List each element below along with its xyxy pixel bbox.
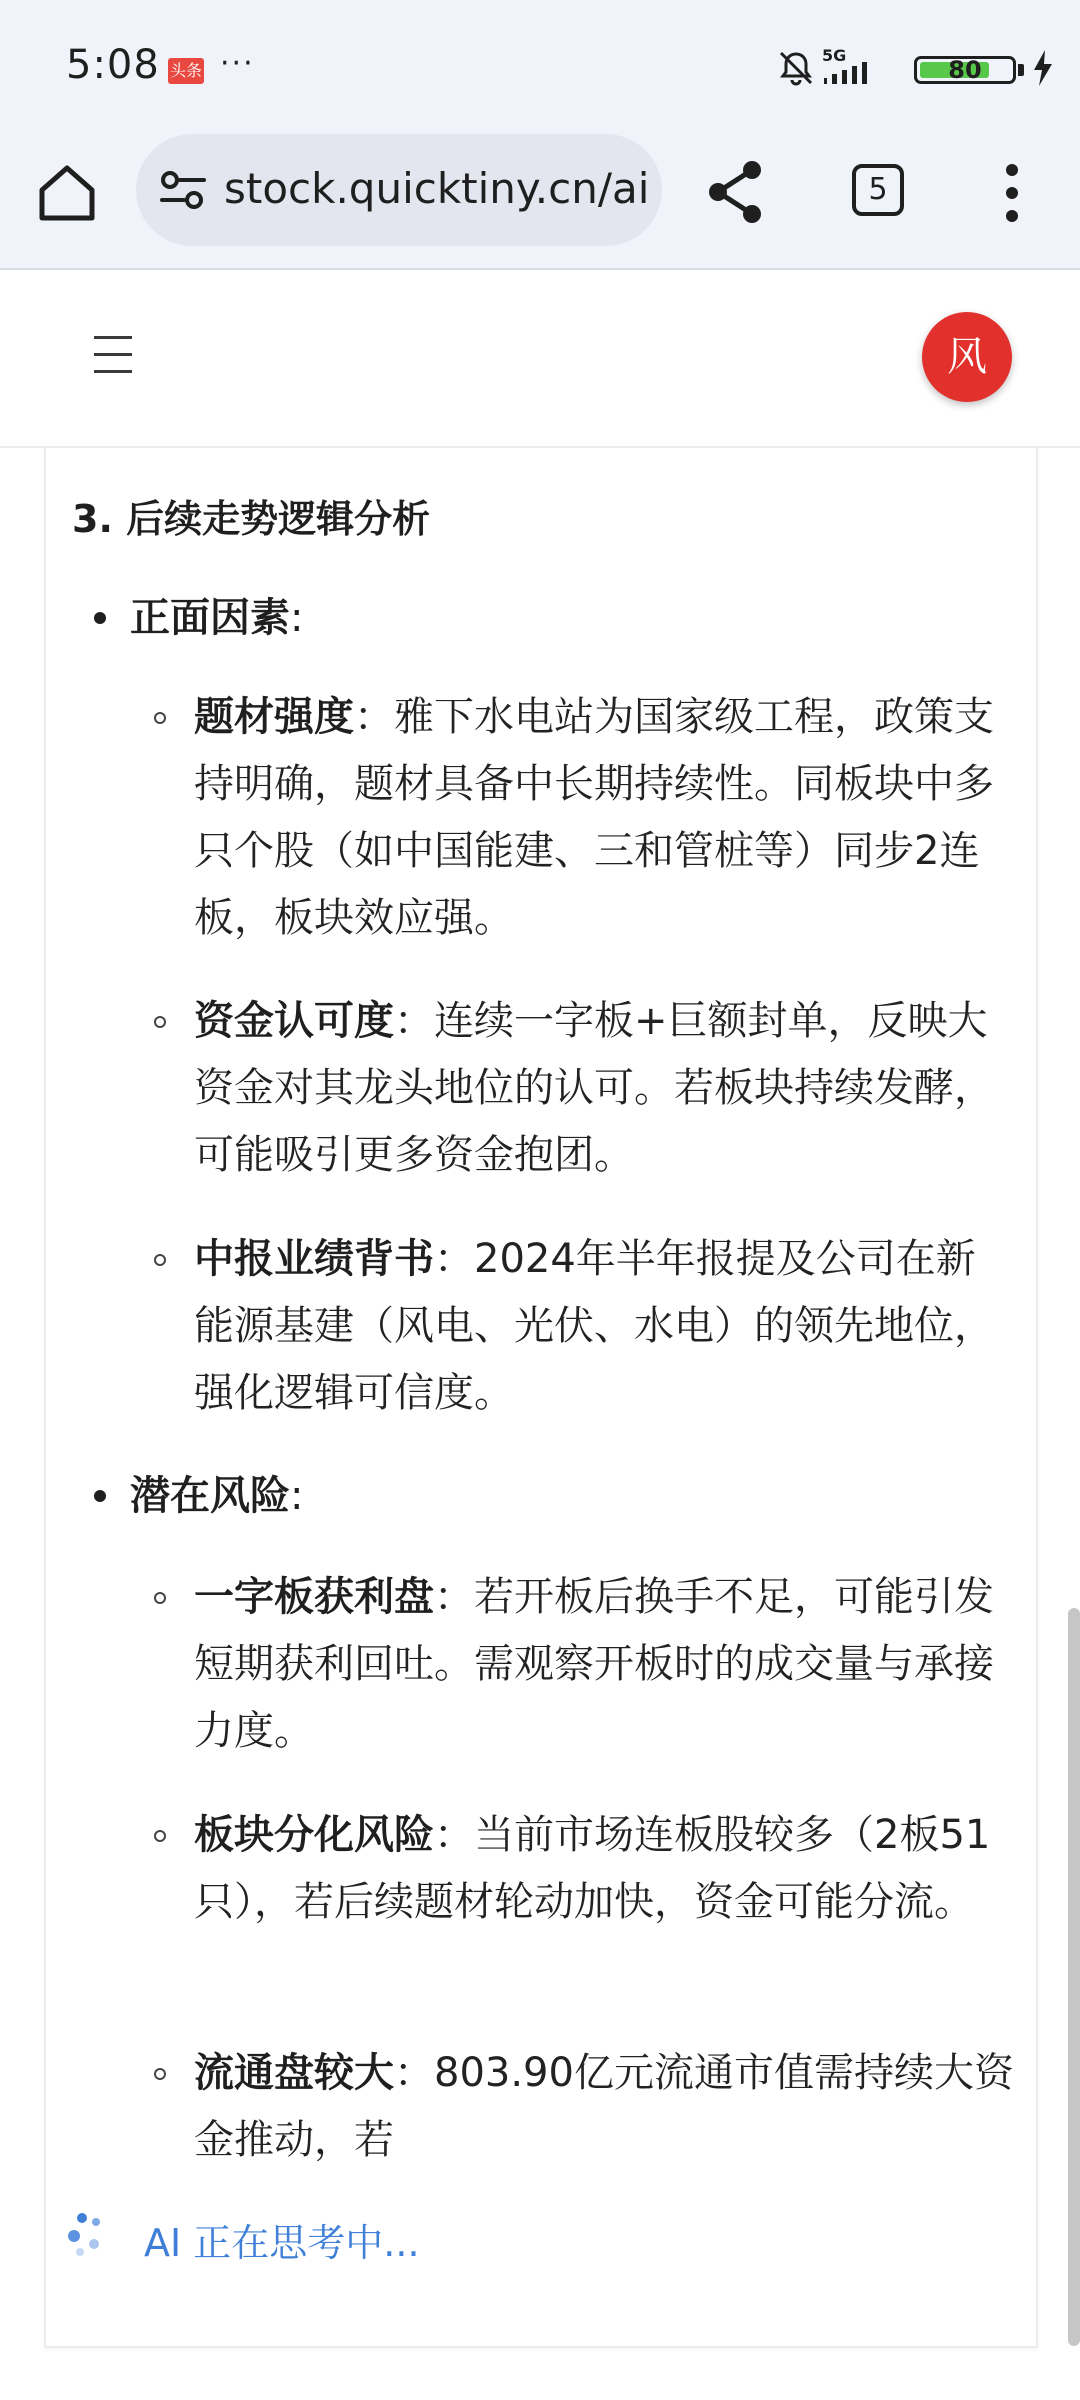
sub-bullet — [154, 2068, 166, 2080]
sub-bullet — [154, 1592, 166, 1604]
signal-icon — [822, 46, 880, 86]
item-title: 资金认可度 — [194, 998, 394, 1044]
url-text[interactable]: stock.quicktiny.cn/ai — [224, 164, 650, 213]
list-item — [194, 684, 1014, 952]
home-icon[interactable] — [34, 160, 100, 226]
positive-factors-colon: : — [290, 595, 304, 641]
more-notifications-icon: ··· — [220, 46, 255, 81]
list-item — [194, 2040, 1014, 2174]
item-title: 一字板获利盘 — [194, 1574, 434, 1620]
bullet-dot — [94, 612, 106, 624]
browser-toolbar — [0, 130, 1080, 268]
menu-icon[interactable] — [94, 336, 132, 374]
ai-response-card — [44, 448, 1038, 2348]
sub-bullet — [154, 712, 166, 724]
list-item — [194, 1564, 1014, 1765]
battery-tip — [1018, 64, 1024, 76]
bell-off-icon — [776, 48, 816, 88]
site-header — [0, 270, 1080, 448]
item-title: 中报业绩背书 — [194, 1236, 434, 1282]
sub-bullet — [154, 1254, 166, 1266]
status-indicators — [756, 44, 1056, 88]
share-icon[interactable] — [700, 156, 772, 228]
battery-icon — [914, 56, 1016, 84]
status-time: 5:08 — [66, 42, 160, 88]
network-type-label: 5G — [822, 46, 847, 65]
sub-bullet — [154, 1016, 166, 1028]
item-title: 板块分化风险 — [194, 1812, 434, 1858]
item-title: 流通盘较大 — [194, 2050, 394, 2096]
item-text: ：2024年半年报提及公司在新能源基建（风电、光伏、水电）的领先地位，强化逻辑可信度。 — [194, 1236, 994, 1416]
address-bar[interactable] — [136, 134, 662, 246]
item-text: ：若开板后换手不足，可能引发短期获利回吐。需观察开板时的成交量与承接力度。 — [194, 1574, 994, 1754]
avatar[interactable]: 风 — [922, 312, 1012, 402]
sparkle-icon — [66, 2210, 116, 2260]
more-vert-icon[interactable] — [990, 160, 1034, 226]
list-item — [194, 988, 1014, 1189]
battery-level: 80 — [948, 56, 982, 84]
news-app-badge: 头条 — [168, 58, 204, 84]
item-text: ：803.90亿元流通市值需持续大资金推动，若 — [194, 2050, 1014, 2163]
item-title: 题材强度 — [194, 694, 354, 740]
item-text: ：雅下水电站为国家级工程，政策支持明确，题材具备中长期持续性。同板块中多只个股（如中国能建、三和管桩等）同步2连板，板块效应强。 — [194, 694, 994, 941]
potential-risks-label — [130, 1473, 304, 1519]
scrollbar[interactable] — [1068, 1608, 1080, 2346]
positive-factors-label — [130, 595, 304, 641]
list-item — [194, 1802, 1014, 1936]
charging-icon — [1030, 48, 1056, 88]
potential-risks-title: 潜在风险 — [130, 1473, 290, 1519]
bullet-dot — [94, 1490, 106, 1502]
list-item — [194, 1226, 1014, 1427]
status-bar — [0, 0, 1080, 130]
tune-icon[interactable] — [158, 164, 208, 216]
section-heading: 3. 后续走势逻辑分析 — [72, 497, 431, 541]
item-text: ：连续一字板+巨额封单，反映大资金对其龙头地位的认可。若板块持续发酵，可能吸引更多资金抱团。 — [194, 998, 994, 1178]
thinking-text: AI 正在思考中... — [144, 2221, 420, 2265]
tabs-icon[interactable]: 5 — [852, 164, 904, 216]
positive-factors-title: 正面因素 — [130, 595, 290, 641]
item-text: ：当前市场连板股较多（2板51只），若后续题材轮动加快，资金可能分流。 — [194, 1812, 991, 1925]
potential-risks-colon: : — [290, 1473, 304, 1519]
sub-bullet — [154, 1830, 166, 1842]
